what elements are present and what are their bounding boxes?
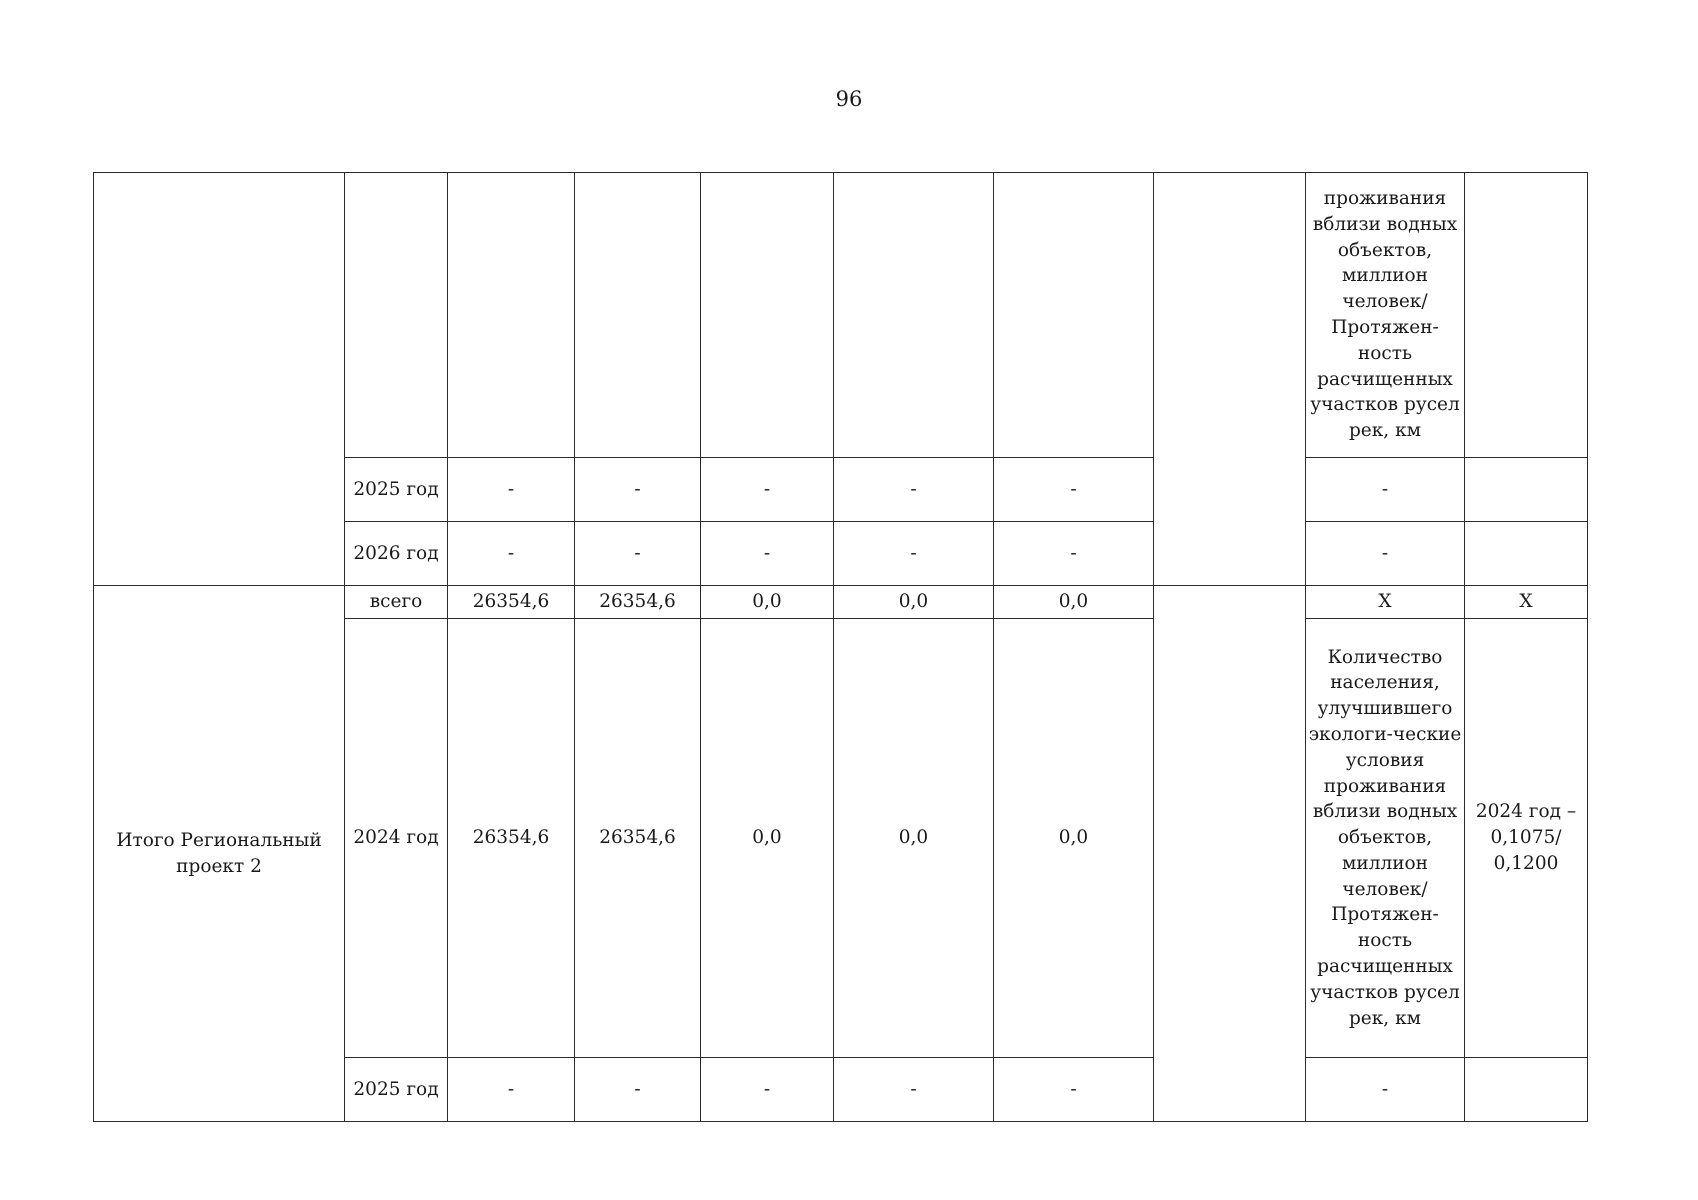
year-cell: 2024 год <box>345 619 448 1058</box>
value-cell <box>448 173 575 458</box>
value-cell: - <box>834 458 994 522</box>
value-cell: - <box>575 1058 701 1122</box>
value-cell: - <box>994 1058 1154 1122</box>
value-cell <box>994 173 1154 458</box>
value-cell <box>701 173 834 458</box>
table-row-total <box>94 586 1588 619</box>
value-cell: - <box>994 458 1154 522</box>
target-cell <box>1465 173 1588 458</box>
page-number: 96 <box>835 87 863 111</box>
value-cell: - <box>575 522 701 586</box>
indicator-text: проживания вблизи водных объектов, миллион человек/ Протяжен-ность расчищенных участков русел рек, км <box>1310 188 1460 442</box>
target-cell <box>1465 1058 1588 1122</box>
indicator-cell: - <box>1306 458 1465 522</box>
year-cell: 2025 год <box>345 458 448 522</box>
year-cell <box>345 173 448 458</box>
executor-cell <box>1154 173 1306 586</box>
indicator-cell: X <box>1306 586 1465 619</box>
year-cell: всего <box>345 586 448 619</box>
value-cell: - <box>834 522 994 586</box>
year-cell: 2025 год <box>345 1058 448 1122</box>
value-cell: 0,0 <box>994 619 1154 1058</box>
value-cell: - <box>701 1058 834 1122</box>
budget-table <box>93 172 1588 1122</box>
project-name-cell <box>94 173 345 586</box>
indicator-cell <box>1306 619 1465 1058</box>
value-cell: 0,0 <box>701 619 834 1058</box>
value-cell: 0,0 <box>994 586 1154 619</box>
indicator-cell: - <box>1306 1058 1465 1122</box>
value-cell: 0,0 <box>834 619 994 1058</box>
target-cell: X <box>1465 586 1588 619</box>
value-cell: - <box>448 1058 575 1122</box>
total-label-cell: Итого Региональный проект 2 <box>94 586 345 1122</box>
target-cell <box>1465 458 1588 522</box>
value-cell: - <box>448 458 575 522</box>
value-cell: 26354,6 <box>448 619 575 1058</box>
value-cell <box>834 173 994 458</box>
value-cell: 0,0 <box>701 586 834 619</box>
value-cell: 26354,6 <box>575 619 701 1058</box>
indicator-text: Количество населения, улучшившего экологи-ческие условия проживания вблизи водных объектов, миллион человек/ Протяжен-ность расчищенных участков русел рек, км <box>1308 646 1462 1029</box>
value-cell: - <box>448 522 575 586</box>
value-cell: - <box>701 458 834 522</box>
value-cell: - <box>575 458 701 522</box>
table-row <box>94 173 1588 458</box>
executor-cell <box>1154 586 1306 1122</box>
value-cell: - <box>834 1058 994 1122</box>
value-cell: 26354,6 <box>448 586 575 619</box>
value-cell: - <box>994 522 1154 586</box>
value-cell: 0,0 <box>834 586 994 619</box>
value-cell: - <box>701 522 834 586</box>
value-cell: 26354,6 <box>575 586 701 619</box>
value-cell <box>575 173 701 458</box>
target-cell: 2024 год – 0,1075/ 0,1200 <box>1465 619 1588 1058</box>
indicator-cell <box>1306 173 1465 458</box>
year-cell: 2026 год <box>345 522 448 586</box>
target-cell <box>1465 522 1588 586</box>
indicator-cell: - <box>1306 522 1465 586</box>
